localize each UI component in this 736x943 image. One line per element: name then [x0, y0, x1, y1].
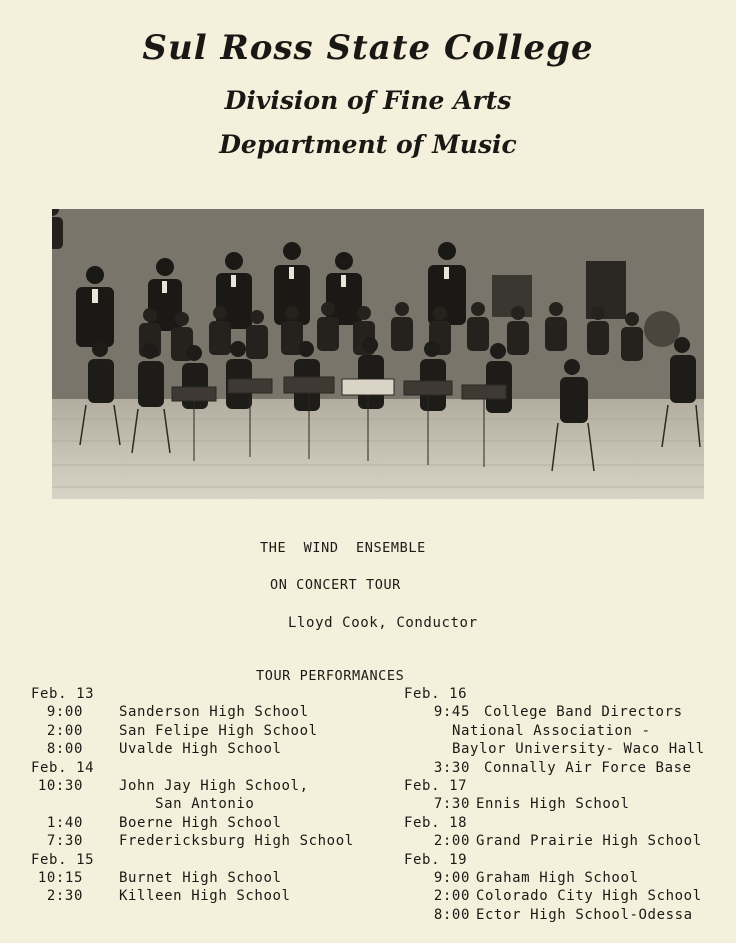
division-name: Division of Fine Arts — [224, 86, 512, 115]
date-label: Feb. 19 — [404, 851, 468, 868]
time-label: 8:00 — [433, 906, 470, 923]
time-label: 1:40 — [46, 814, 83, 831]
ensemble-title: THE WIND ENSEMBLE — [260, 540, 426, 556]
college-name: Sul Ross State College — [142, 28, 594, 68]
venue-label: Sanderson High School — [119, 704, 309, 721]
venue-label: National Association - — [452, 722, 651, 739]
band-photo — [52, 209, 704, 499]
venue-label: San Antonio — [119, 796, 255, 813]
date-label: Feb. 13 — [31, 686, 95, 702]
time-label: 2:00 — [433, 833, 470, 850]
time-label: 8:00 — [46, 741, 83, 758]
venue-label: Burnet High School — [119, 869, 282, 886]
time-label: 2:00 — [46, 722, 83, 739]
venue-label: San Felipe High School — [119, 722, 318, 739]
time-label: 2:30 — [46, 888, 83, 905]
venue-label: Ennis High School — [476, 796, 630, 813]
date-label: Feb. 17 — [404, 777, 468, 794]
date-label: Feb. 18 — [404, 814, 468, 831]
conductor-line: Lloyd Cook, Conductor — [288, 615, 478, 631]
tour-performances-heading: TOUR PERFORMANCES — [256, 668, 405, 684]
time-label: 3:30 — [433, 759, 470, 776]
date-label: Feb. 15 — [31, 851, 95, 868]
time-label: 2:00 — [433, 888, 470, 905]
ensemble-subtitle: ON CONCERT TOUR — [270, 577, 401, 593]
venue-label: Baylor University- Waco Hall — [452, 741, 705, 758]
department-name: Department of Music — [219, 130, 517, 159]
venue-label: Killeen High School — [119, 888, 291, 905]
venue-label: Boerne High School — [119, 814, 282, 831]
venue-label: Graham High School — [476, 869, 639, 886]
venue-label: Fredericksburg High School — [119, 833, 354, 850]
venue-label: Connally Air Force Base — [484, 759, 692, 776]
venue-label: College Band Directors — [484, 704, 683, 721]
venue-label: John Jay High School, — [119, 777, 309, 794]
band-photo-icon — [52, 209, 704, 499]
time-label: 7:30 — [46, 833, 83, 850]
time-label: 7:30 — [433, 796, 470, 813]
date-label: Feb. 14 — [31, 759, 95, 776]
time-label: 10:15 — [37, 869, 83, 886]
venue-label: Ector High School-Odessa — [476, 906, 693, 923]
date-label: Feb. 16 — [404, 686, 468, 702]
venue-label: Uvalde High School — [119, 741, 282, 758]
venue-label: Grand Prairie High School — [476, 833, 702, 850]
venue-label: Colorado City High School — [476, 888, 702, 905]
time-label: 9:00 — [46, 704, 83, 721]
time-label: 9:45 — [433, 704, 470, 721]
time-label: 9:00 — [433, 869, 470, 886]
time-label: 10:30 — [37, 777, 83, 794]
